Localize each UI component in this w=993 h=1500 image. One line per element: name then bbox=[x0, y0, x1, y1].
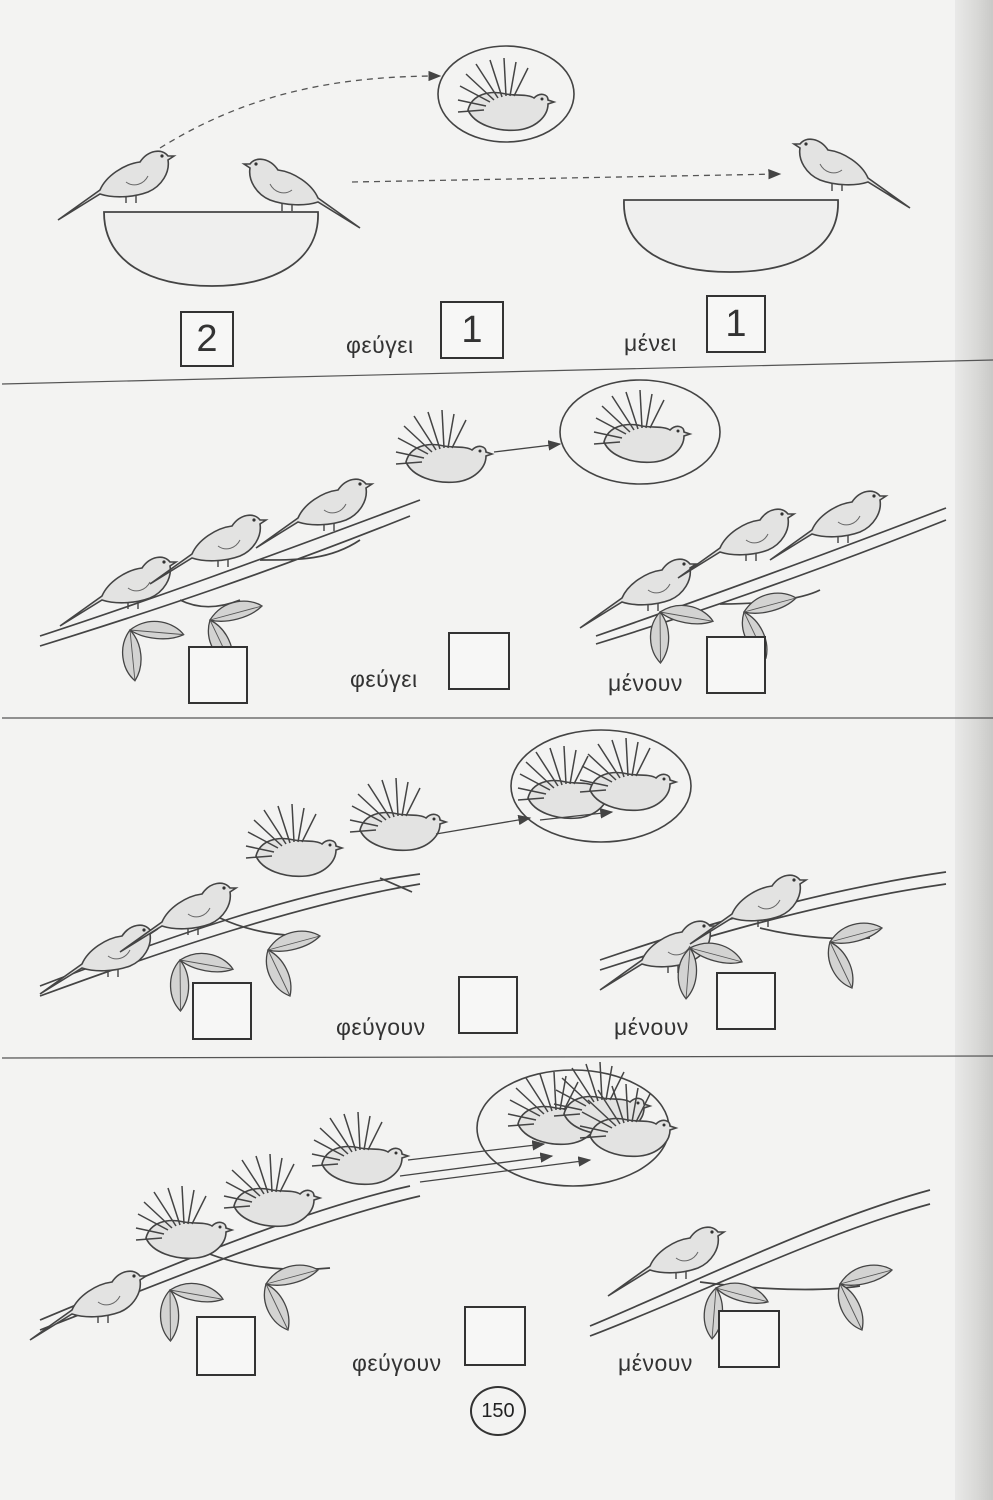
stay-box-1[interactable]: 1 bbox=[706, 295, 766, 353]
stay-box-4[interactable] bbox=[718, 1310, 780, 1368]
leave-box-2[interactable] bbox=[448, 632, 510, 690]
page-number: 150 bbox=[470, 1386, 526, 1436]
stay-box-3[interactable] bbox=[716, 972, 776, 1030]
stay-label-3: μένουν bbox=[614, 1014, 689, 1040]
total-box-2[interactable] bbox=[188, 646, 248, 704]
stay-label-1: μένει bbox=[624, 330, 677, 356]
leave-label-1: φεύγει bbox=[346, 332, 414, 358]
total-box-4[interactable] bbox=[196, 1316, 256, 1376]
leave-box-1[interactable]: 1 bbox=[440, 301, 504, 359]
stay-box-2[interactable] bbox=[706, 636, 766, 694]
total-box-3[interactable] bbox=[192, 982, 252, 1040]
leave-box-3[interactable] bbox=[458, 976, 518, 1034]
leave-label-4: φεύγουν bbox=[352, 1350, 442, 1376]
leave-label-2: φεύγει bbox=[350, 666, 418, 692]
leave-label-3: φεύγουν bbox=[336, 1014, 426, 1040]
total-box-1[interactable]: 2 bbox=[180, 311, 234, 367]
stay-label-2: μένουν bbox=[608, 670, 683, 696]
stay-label-4: μένουν bbox=[618, 1350, 693, 1376]
leave-box-4[interactable] bbox=[464, 1306, 526, 1366]
